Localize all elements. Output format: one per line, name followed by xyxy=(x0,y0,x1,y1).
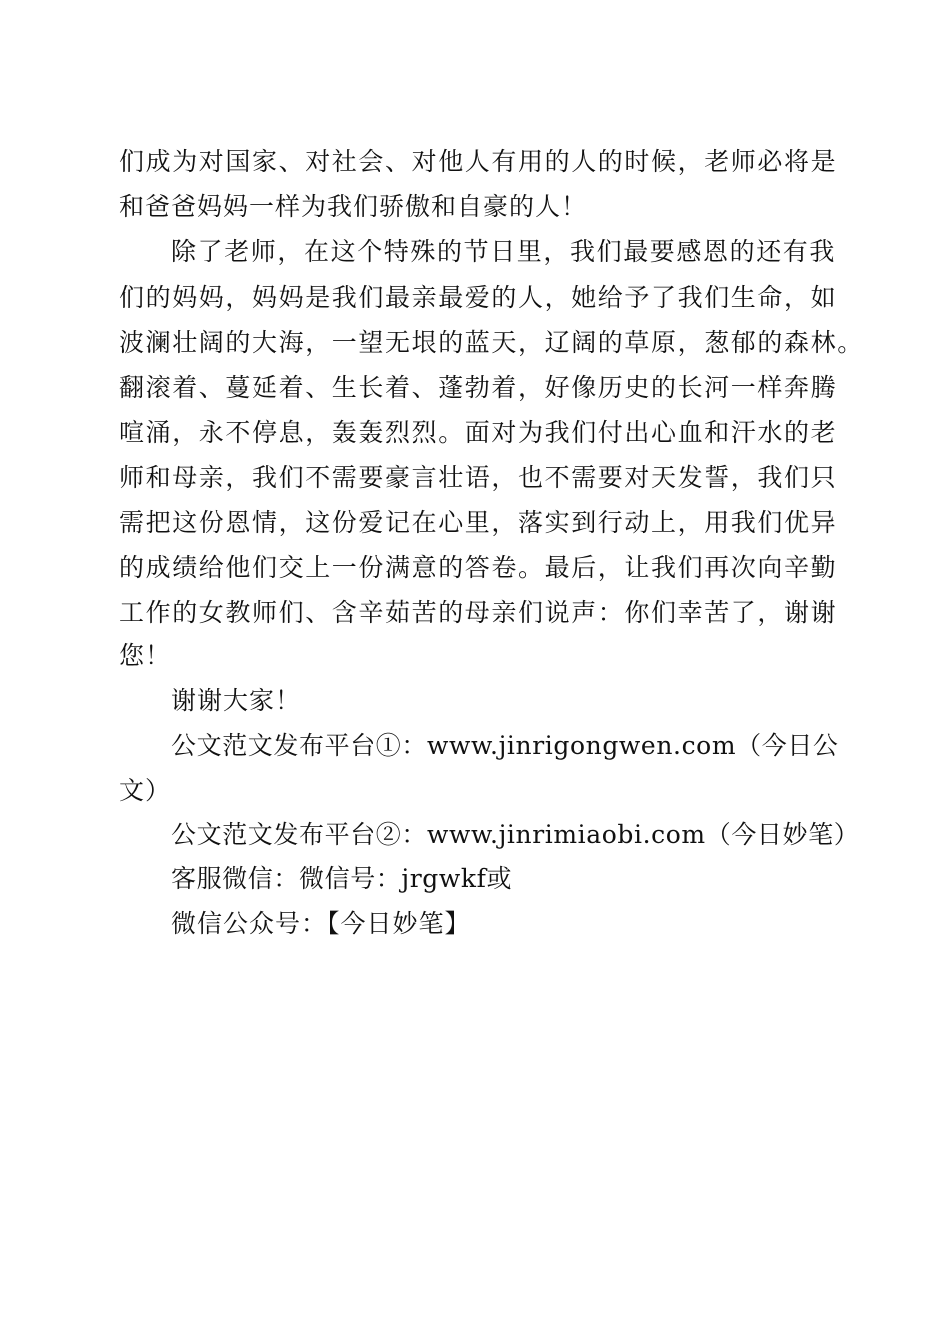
text-line: 波澜壮阔的大海，一望无垠的蓝天，辽阔的草原，葱郁的森林。 xyxy=(119,328,864,357)
text-line: 工作的女教师们、含辛茹苦的母亲们说声：你们幸苦了，谢谢 xyxy=(119,598,838,627)
platform-2-line: 公文范文发布平台②：www.jinrimiaobi.com（今日妙笔） xyxy=(171,820,860,849)
text-line: 您！ xyxy=(119,641,172,670)
wechat-official-line: 微信公众号：【今日妙笔】 xyxy=(171,909,471,938)
text-line: 翻滚着、蔓延着、生长着、蓬勃着，好像历史的长河一样奔腾 xyxy=(119,373,838,402)
text-line: 师和母亲，我们不需要豪言壮语，也不需要对天发誓，我们只 xyxy=(119,463,838,492)
text-line: 们成为对国家、对社会、对他人有用的人的时候，老师必将是 xyxy=(119,147,838,176)
text-line: 喧涌，永不停息，轰轰烈烈。面对为我们付出心血和汗水的老 xyxy=(119,418,838,447)
wechat-service-line: 客服微信：微信号：jrgwkf或 xyxy=(171,864,513,893)
text-line: 的成绩给他们交上一份满意的答卷。最后，让我们再次向辛勤 xyxy=(119,553,838,582)
platform-1-line: 公文范文发布平台①：www.jinrigongwen.com（今日公 xyxy=(171,731,839,760)
text-line: 和爸爸妈妈一样为我们骄傲和自豪的人！ xyxy=(119,192,588,221)
text-line: 谢谢大家！ xyxy=(171,686,302,715)
text-line: 除了老师，在这个特殊的节日里，我们最要感恩的还有我 xyxy=(171,237,837,266)
text-line: 文） xyxy=(119,776,172,805)
text-line: 需把这份恩情，这份爱记在心里，落实到行动上，用我们优异 xyxy=(119,508,838,537)
text-line: 们的妈妈，妈妈是我们最亲最爱的人，她给予了我们生命，如 xyxy=(119,283,838,312)
